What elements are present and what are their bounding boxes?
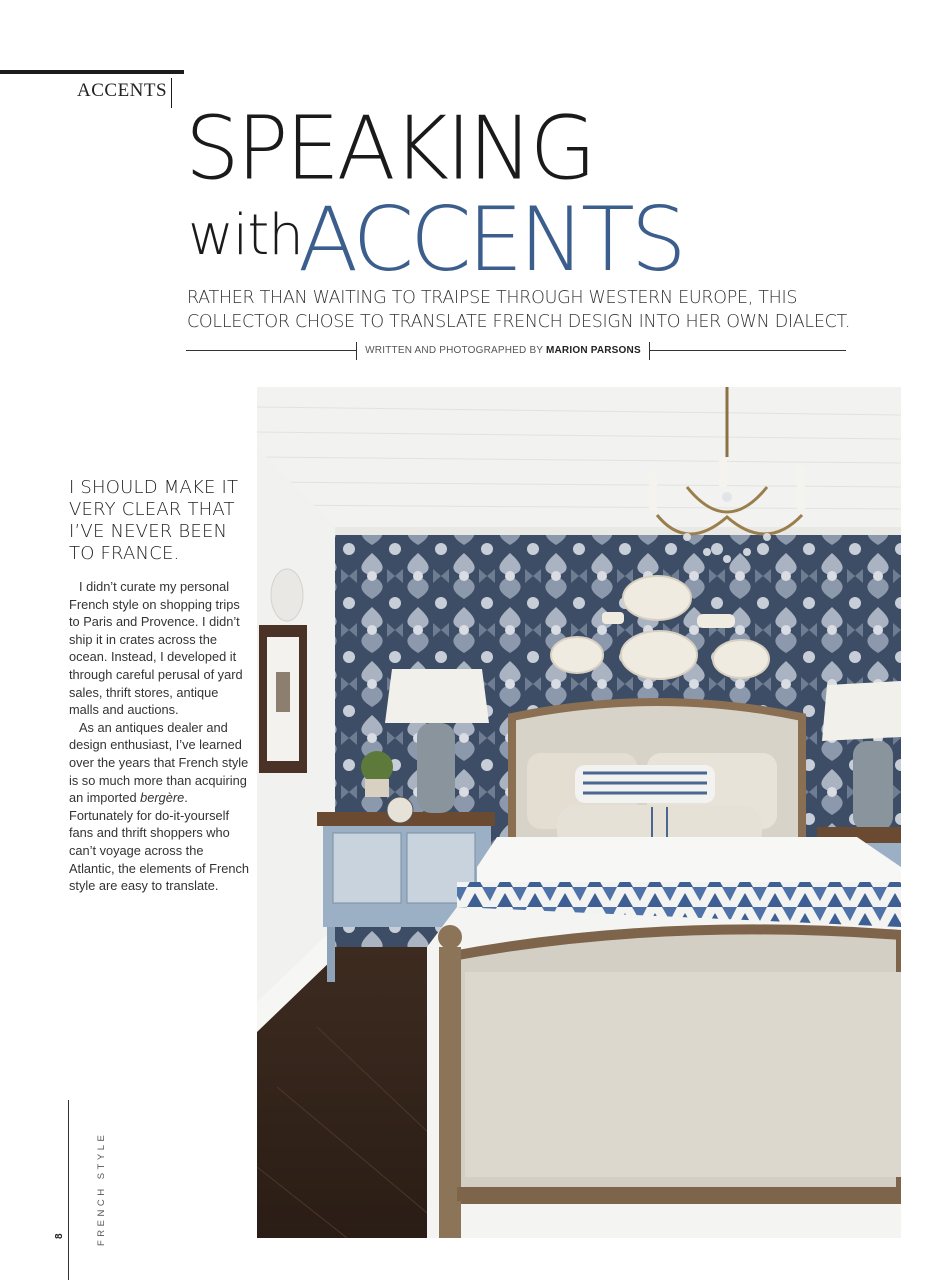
headline-accent: ACCENTS bbox=[298, 188, 683, 291]
body-paragraph-1: I didn’t curate my personal French style on shopping trips to Paris and Provence. I didn’t ship it in crates across the ocean. Instead, I developed it through careful perusal of yard sales, thrift stores, antique malls and auctions. bbox=[69, 579, 243, 718]
body-p2-text-a: As an antiques dealer and design enthusiast, I’ve learned over the years that French style is so much more than acquiring an imported bbox=[69, 719, 249, 806]
headline-with: with bbox=[188, 203, 303, 268]
top-rule bbox=[0, 70, 184, 74]
body-paragraph-2 bbox=[69, 719, 251, 895]
section-label: ACCENTS bbox=[77, 78, 172, 108]
byline-author: MARION PARSONS bbox=[545, 345, 641, 356]
byline-text bbox=[356, 342, 650, 360]
pull-quote: I SHOULD MAKE IT VERY CLEAR THAT I’VE NEVER BEEN TO FRANCE. bbox=[69, 477, 239, 564]
bedroom-photo bbox=[257, 387, 901, 1238]
magazine-name: FRENCH STYLE bbox=[96, 1131, 107, 1246]
subtitle: RATHER THAN WAITING TO TRAIPSE THROUGH WESTERN EUROPE, THIS COLLECTOR CHOSE TO TRANSLATE FRENCH DESIGN INTO HER OWN DIALECT. bbox=[187, 288, 851, 332]
side-rule bbox=[68, 1100, 69, 1280]
byline-rule-right bbox=[650, 350, 846, 351]
byline bbox=[186, 340, 846, 362]
page-number: 8 bbox=[54, 1233, 65, 1239]
byline-rule-left bbox=[186, 350, 356, 351]
body-p2-italic: bergère bbox=[140, 790, 185, 806]
body-p2-text-b: . Fortunately for do-it-yourself fans and thrift shoppers who can’t voyage across the Atlantic, the elements of French style are easy to translate. bbox=[69, 790, 249, 894]
article-body bbox=[69, 578, 251, 895]
headline-line1: SPEAKING bbox=[185, 98, 594, 200]
byline-prefix: WRITTEN AND PHOTOGRAPHED BY bbox=[365, 345, 546, 356]
